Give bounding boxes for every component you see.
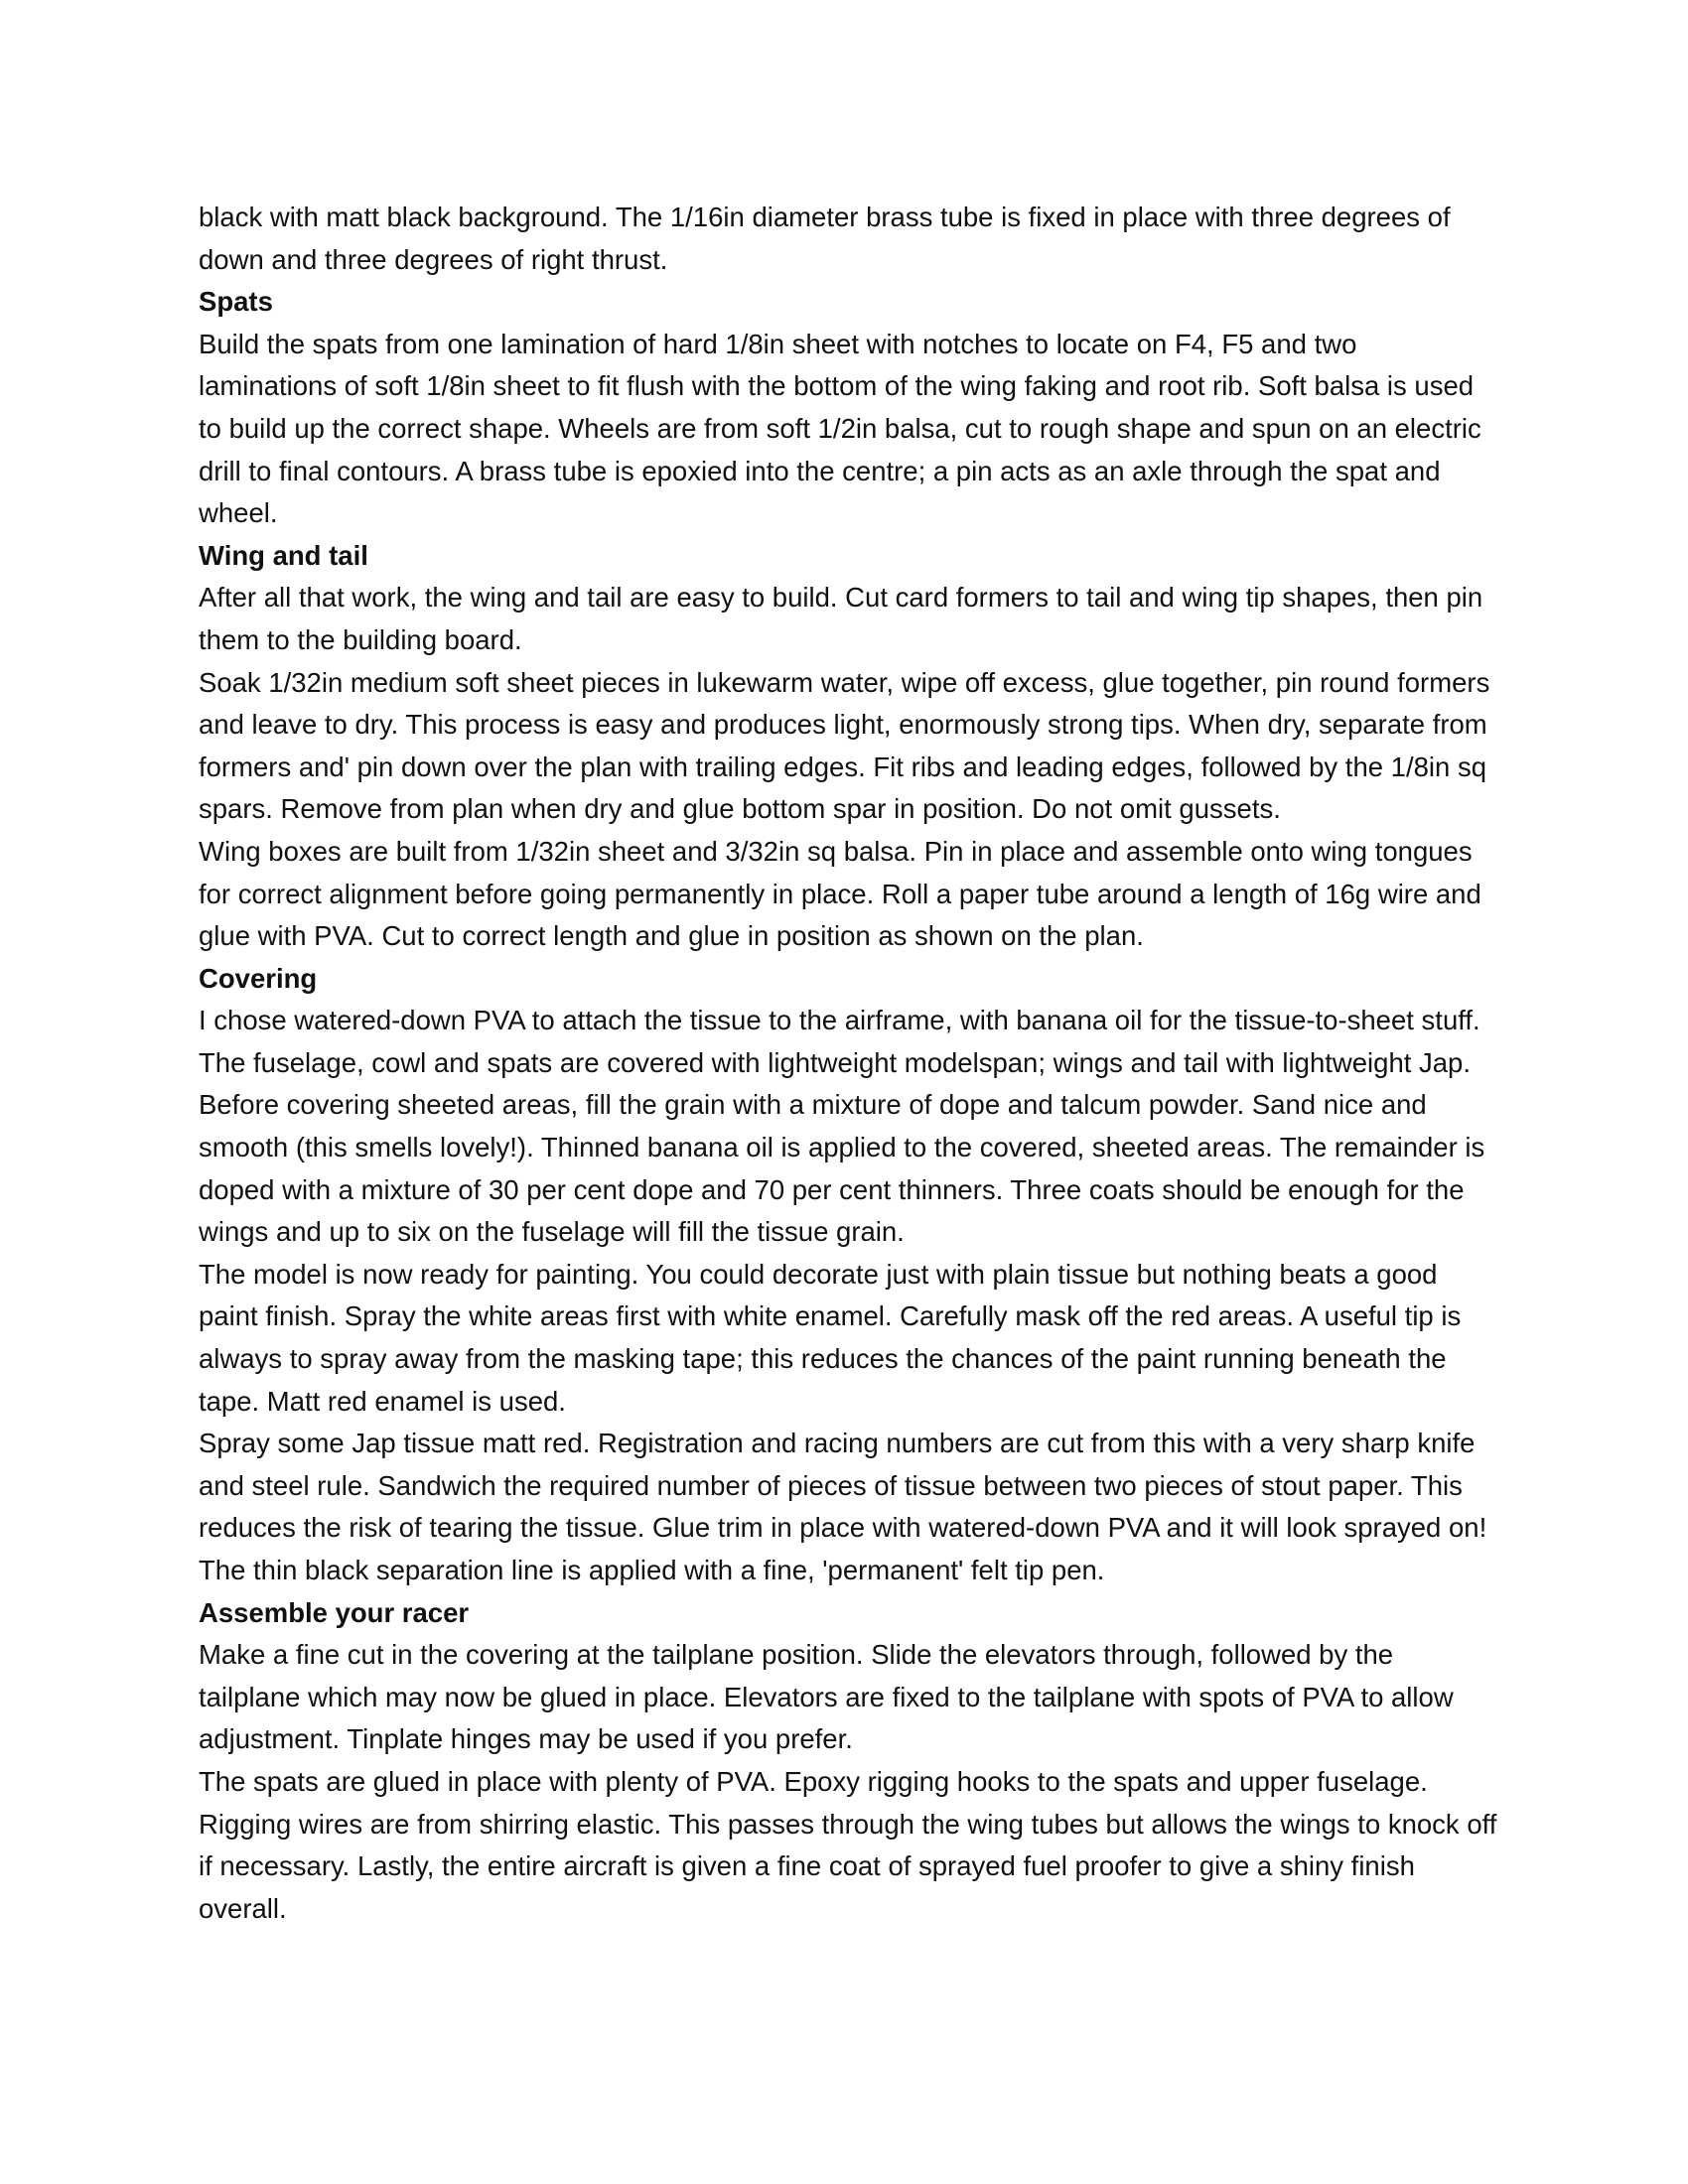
wing-and-tail-paragraph-1: After all that work, the wing and tail are easy to build. Cut card formers to tail and wing tip shapes, then pin them to the building board. bbox=[199, 582, 1483, 655]
covering-paragraph-2: The model is now ready for painting. You could decorate just with plain tissue but nothing beats a good paint finish. Spray the white areas first with white enamel. Carefully mask off the red areas. A useful tip is always to spray away from the masking tape; this reduces the chances of the paint running beneath the tape. Matt red enamel is used. bbox=[199, 1258, 1462, 1417]
assemble-paragraph-2: The spats are glued in place with plenty of PVA. Epoxy rigging hooks to the spats and upper fuselage. Rigging wires are from shirring elastic. This passes through the wing tubes but allows the wings to knock off if necessary. Lastly, the entire aircraft is given a fine coat of sprayed fuel proofer to give a shiny finish overall. bbox=[199, 1765, 1497, 1924]
covering-paragraph-1: I chose watered-down PVA to attach the tissue to the airframe, with banana oil for the tissue-to-sheet stuff. The fuselage, cowl and spats are covered with lightweight modelspan; wings and tail with lightweight Jap. Before covering sheeted areas, fill the grain with a mixture of dope and talcum powder. Sand nice and smooth (this smells lovely!). Thinned banana oil is applied to the covered, sheeted areas. The remainder is doped with a mixture of 30 per cent dope and 70 per cent thinners. Three coats should be enough for the wings and up to six on the fuselage will fill the tissue grain. bbox=[199, 1005, 1485, 1248]
wing-and-tail-paragraph-3: Wing boxes are built from 1/32in sheet and 3/32in sq balsa. Pin in place and assemble onto wing tongues for correct alignment before going permanently in place. Roll a paper tube around a length of 16g wire and glue with PVA. Cut to correct length and glue in position as shown on the plan. bbox=[199, 835, 1481, 952]
intro-paragraph: black with matt black background. The 1/16in diameter brass tube is fixed in place with three degrees of down and three degrees of right thrust. bbox=[199, 202, 1451, 275]
covering-paragraph-3: Spray some Jap tissue matt red. Registration and racing numbers are cut from this with a very sharp knife and steel rule. Sandwich the required number of pieces of tissue between two pieces of stout paper. This reduces the risk of tearing the tissue. Glue trim in place with watered-down PVA and it will look sprayed on! The thin black separation line is applied with a fine, 'permanent' felt tip pen. bbox=[199, 1428, 1487, 1585]
spats-paragraph-1: Build the spats from one lamination of hard 1/8in sheet with notches to locate on F4, F5 and two laminations of soft 1/8in sheet to fit flush with the bottom of the wing faking and root rib. Soft balsa is used to build up the correct shape. Wheels are from soft 1/2in balsa, cut to rough shape and spun on an electric drill to final contours. A brass tube is epoxied into the centre; a pin acts as an axle through the spat and wheel. bbox=[199, 328, 1481, 529]
assemble-paragraph-1: Make a fine cut in the covering at the tailplane position. Slide the elevators through, followed by the tailplane which may now be glued in place. Elevators are fixed to the tailplane with spots of PVA to allow adjustment. Tinplate hinges may be used if you prefer. bbox=[199, 1639, 1454, 1755]
section-heading-assemble: Assemble your racer bbox=[199, 1596, 470, 1628]
wing-and-tail-paragraph-2: Soak 1/32in medium soft sheet pieces in lukewarm water, wipe off excess, glue together, pin round formers and leave to dry. This process is easy and produces light, enormously strong tips. When dry, separate from formers and' pin down over the plan with trailing edges. Fit ribs and leading edges, followed by the 1/8in sq spars. Remove from plan when dry and glue bottom spar in position. Do not omit gussets. bbox=[199, 666, 1490, 825]
section-heading-covering: Covering bbox=[199, 962, 318, 994]
document-page bbox=[199, 197, 1499, 1930]
section-heading-spats: Spats bbox=[199, 286, 273, 318]
section-heading-wing-and-tail: Wing and tail bbox=[199, 539, 368, 571]
